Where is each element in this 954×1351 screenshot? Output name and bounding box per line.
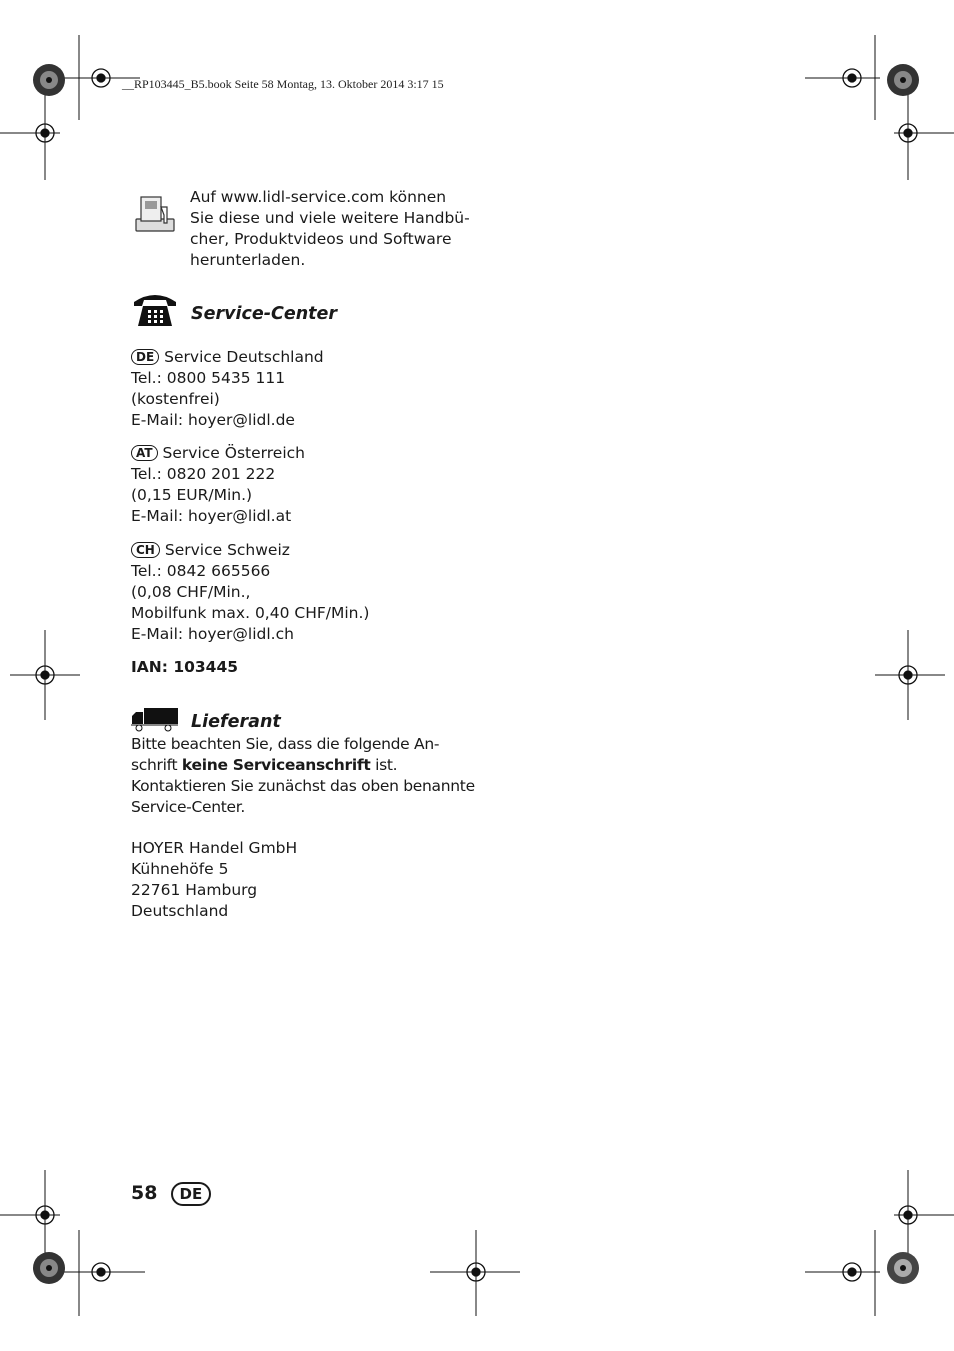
country-badge-at: AT <box>131 445 158 461</box>
service-cost: (kostenfrei) <box>131 390 220 408</box>
supplier-note-text: schrift <box>131 756 178 774</box>
service-phone: Tel.: 0800 5435 111 <box>131 369 286 387</box>
service-email: E-Mail: hoyer@lidl.de <box>131 411 295 429</box>
service-email: E-Mail: hoyer@lidl.ch <box>131 625 294 643</box>
telephone-icon <box>132 290 178 328</box>
service-cost: (0,15 EUR/Min.) <box>131 486 253 504</box>
address-line: HOYER Handel GmbH <box>131 839 298 857</box>
address-line: 22761 Hamburg <box>131 881 258 899</box>
truck-icon <box>131 708 179 732</box>
service-block-at <box>131 443 305 527</box>
service-center-heading: Service-Center <box>191 304 338 324</box>
manual-download-icon <box>133 193 177 235</box>
print-slug: __RP103445_B5.book Seite 58 Montag, 13. Oktober 2014 3:17 15 <box>122 77 444 91</box>
language-badge: DE <box>171 1182 212 1206</box>
supplier-note-line: Bitte beachten Sie, dass die folgende An- <box>131 735 440 753</box>
service-block-ch <box>131 540 369 645</box>
page-footer <box>131 1182 211 1206</box>
ian-number: IAN: 103445 <box>131 658 239 676</box>
download-note-line: herunterladen. <box>190 251 306 269</box>
download-note-line: cher, Produktvideos und Software <box>190 230 452 248</box>
page-number: 58 <box>131 1182 158 1204</box>
service-name: Service Österreich <box>162 444 305 462</box>
download-note-line: Sie diese und viele weitere Handbü- <box>190 209 470 227</box>
service-cost: (0,08 CHF/Min., <box>131 583 251 601</box>
address-line: Kühnehöfe 5 <box>131 860 229 878</box>
download-note-line: Auf www.lidl-service.com können <box>190 188 447 206</box>
supplier-note-line: Kontaktieren Sie zunächst das oben benannte <box>131 777 475 795</box>
address-line: Deutschland <box>131 902 229 920</box>
service-phone: Tel.: 0820 201 222 <box>131 465 276 483</box>
country-badge-de: DE <box>131 349 159 365</box>
supplier-note-emphasis: keine Serviceanschrift <box>181 756 371 774</box>
supplier-address <box>131 838 297 922</box>
supplier-note-line: Service-Center. <box>131 798 246 816</box>
service-block-de <box>131 347 324 431</box>
supplier-heading: Lieferant <box>191 712 281 732</box>
service-cost: Mobilfunk max. 0,40 CHF/Min.) <box>131 604 370 622</box>
service-email: E-Mail: hoyer@lidl.at <box>131 507 292 525</box>
country-badge-ch: CH <box>131 542 160 558</box>
service-name: Service Deutschland <box>164 348 324 366</box>
supplier-note <box>131 734 475 818</box>
download-note <box>190 187 470 271</box>
supplier-note-text: ist. <box>375 756 398 774</box>
service-name: Service Schweiz <box>164 541 290 559</box>
service-phone: Tel.: 0842 665566 <box>131 562 271 580</box>
